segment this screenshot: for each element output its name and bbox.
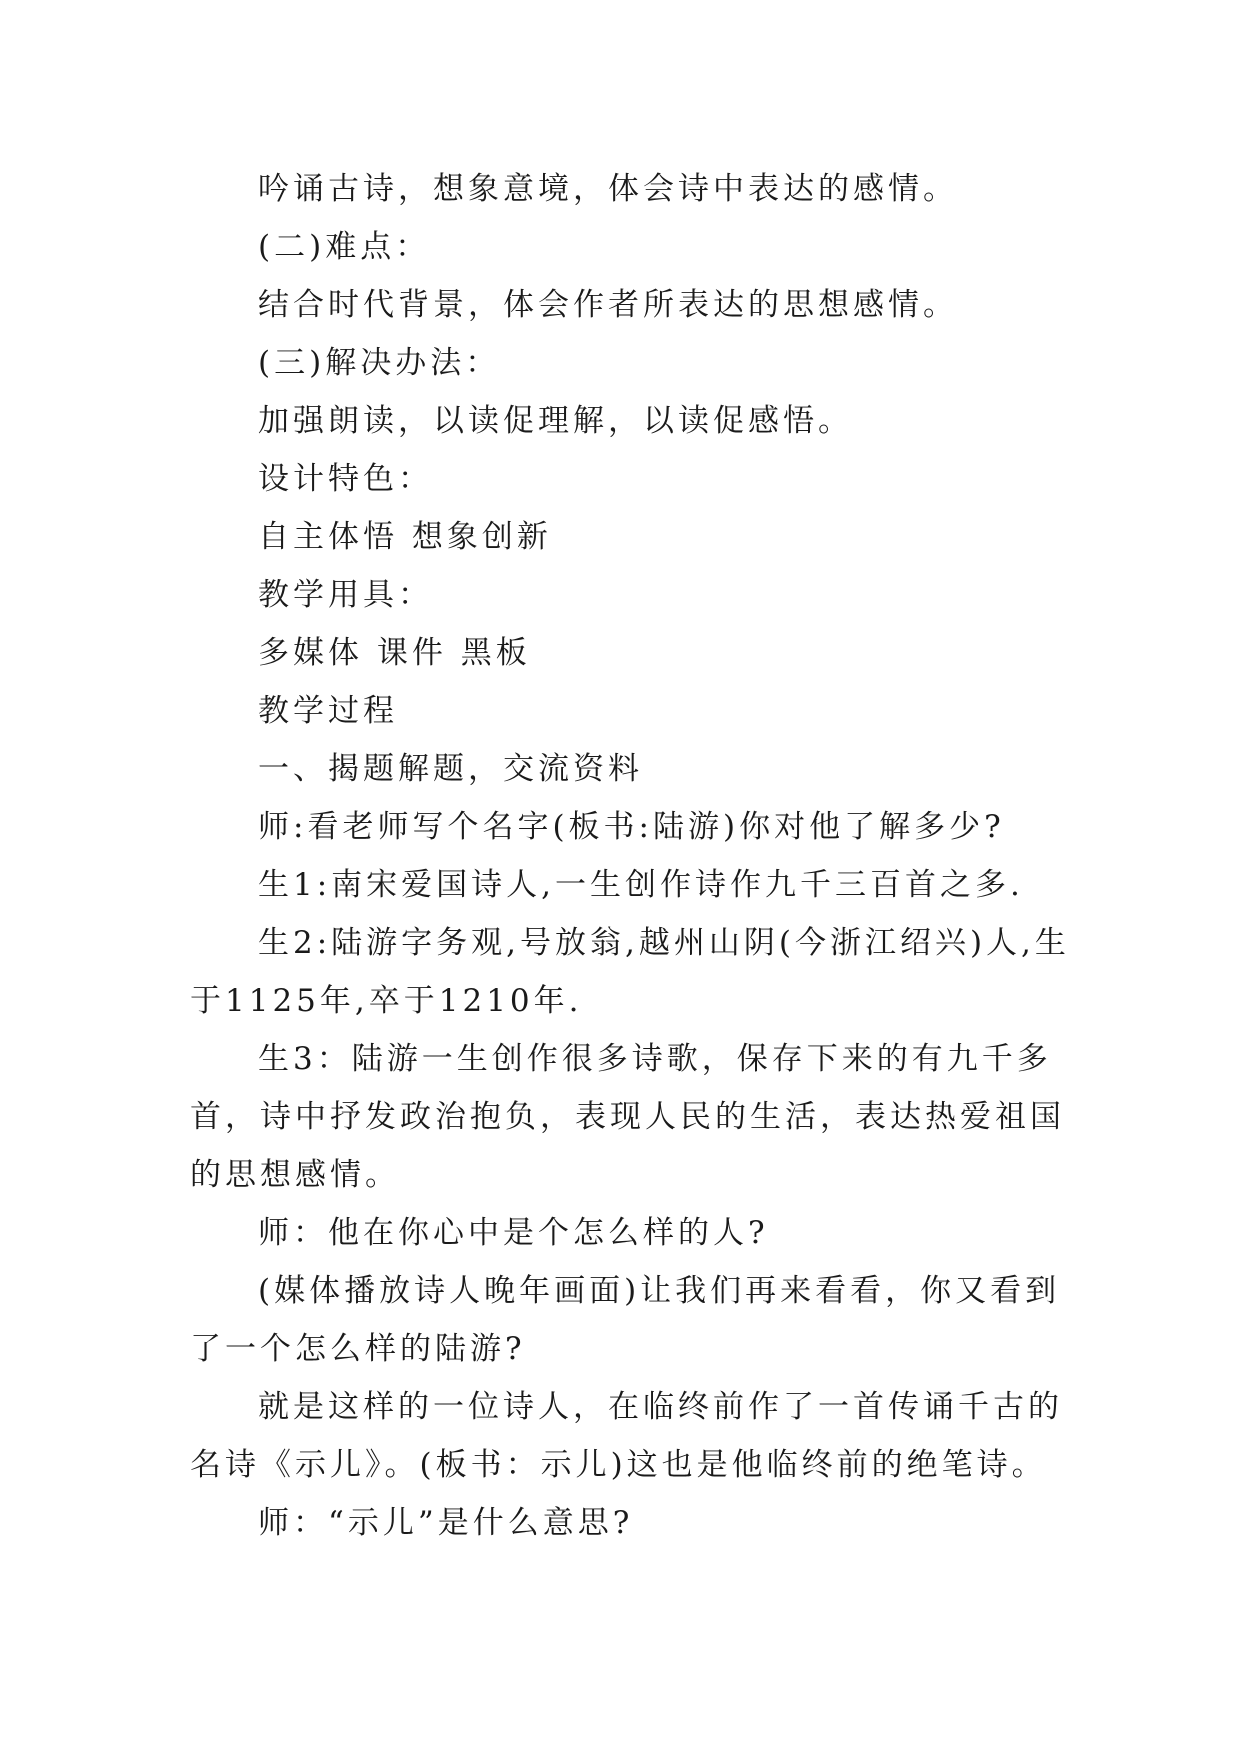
paragraph: 自主体悟 想象创新 bbox=[258, 519, 552, 555]
document-body bbox=[190, 160, 1070, 1552]
dialogue-teacher: 师：“示儿”是什么意思? bbox=[258, 1505, 634, 1541]
section-heading-solution: (三)解决办法： bbox=[258, 345, 501, 381]
section-heading-teaching-process: 教学过程 bbox=[258, 693, 398, 729]
paragraph: 结合时代背景，体会作者所表达的思想感情。 bbox=[258, 287, 958, 323]
section-heading-step-one: 一、揭题解题，交流资料 bbox=[258, 751, 643, 787]
section-heading-teaching-tools: 教学用具： bbox=[258, 577, 433, 613]
dialogue-student-3: 生3：陆游一生创作很多诗歌，保存下来的有九千多首，诗中抒发政治抱负，表现人民的生活，表达热爱祖国的思想感情。 bbox=[190, 1041, 1065, 1193]
dialogue-student-1: 生1:南宋爱国诗人,一生创作诗作九千三百首之多. bbox=[258, 867, 1024, 903]
paragraph: 就是这样的一位诗人，在临终前作了一首传诵千古的名诗《示儿》。(板书：示儿)这也是他临终前的绝笔诗。 bbox=[190, 1389, 1063, 1483]
dialogue-teacher: 师：他在你心中是个怎么样的人? bbox=[258, 1215, 769, 1251]
dialogue-student-2: 生2:陆游字务观,号放翁,越州山阴(今浙江绍兴)人,生于1125年,卒于1210年. bbox=[190, 925, 1070, 1019]
section-heading-design-features: 设计特色： bbox=[258, 461, 433, 497]
paragraph: 多媒体 课件 黑板 bbox=[258, 635, 531, 671]
paragraph: 吟诵古诗，想象意境，体会诗中表达的感情。 bbox=[258, 171, 958, 207]
paragraph: (媒体播放诗人晚年画面)让我们再来看看，你又看到了一个怎么样的陆游? bbox=[190, 1273, 1061, 1367]
section-heading-difficulty: (二)难点： bbox=[258, 229, 431, 265]
dialogue-teacher: 师:看老师写个名字(板书:陆游)你对他了解多少? bbox=[258, 809, 1005, 845]
paragraph: 加强朗读，以读促理解，以读促感悟。 bbox=[258, 403, 853, 439]
